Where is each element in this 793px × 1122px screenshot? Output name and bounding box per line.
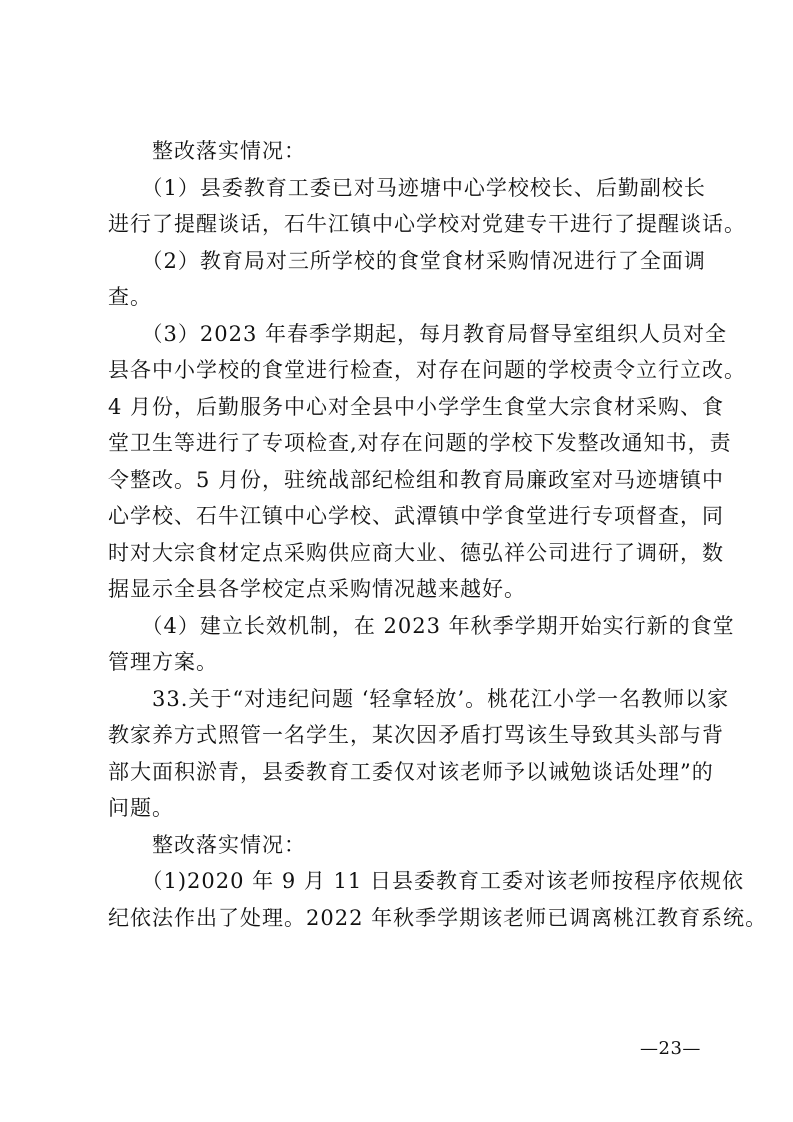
text-line: （3）2023 年春季学期起，每月教育局督导室组织人员对全 (108, 321, 727, 346)
text-line: （4）建立长效机制，在 2023 年秋季学期开始实行新的食堂 (108, 613, 735, 638)
text-line: 教家养方式照管一名学生，某次因矛盾打骂该生导致其头部与背 (108, 723, 724, 747)
text-line: 管理方案。 (108, 650, 218, 674)
paragraph-heading-rectification-1 (108, 133, 708, 170)
paragraph-issue-33 (108, 681, 730, 827)
text-line: 部大面积淤青，县委教育工委仅对该老师予以诫勉谈话处理”的 (108, 759, 714, 784)
text-line: 4 月份，后勤服务中心对全县中小学学生食堂大宗食材采购、食 (108, 394, 725, 419)
text-line: 进行了提醒谈话，石牛江镇中心学校对党建专干进行了提醒谈话。 (108, 212, 746, 236)
text-line: 问题。 (108, 796, 174, 820)
text-line: 整改落实情况： (108, 139, 306, 163)
paragraph-item-33-1 (108, 863, 768, 936)
text-line: 县各中小学校的食堂进行检查，对存在问题的学校责令立行立改。 (108, 358, 746, 382)
text-line: （1）县委教育工委已对马迹塘中心学校校长、后勤副校长 (108, 175, 706, 200)
text-line: 整改落实情况： (108, 832, 306, 857)
text-line: 时对大宗食材定点采购供应商大业、德弘祥公司进行了调研，数 (108, 540, 724, 565)
paragraph-item-2 (108, 243, 708, 316)
page-number: —23— (640, 1038, 701, 1059)
text-line: 堂卫生等进行了专项检查,对存在问题的学校下发整改通知书，责 (108, 431, 732, 455)
paragraph-heading-rectification-2 (108, 827, 708, 864)
text-line: 纪依法作出了处理。2022 年秋季学期该老师已调离桃江教育系统。 (108, 905, 768, 930)
text-line: 查。 (108, 285, 152, 309)
paragraph-item-3 (108, 316, 746, 608)
text-line: （1)2020 年 9 月 11 日县委教育工委对该老师按程序依规依 (108, 869, 744, 893)
text-line: （2）教育局对三所学校的食堂食材采购情况进行了全面调 (108, 248, 706, 273)
text-line: 33.关于“对违纪问题 ‘轻拿轻放’。桃花江小学一名教师以家 (108, 686, 730, 711)
paragraph-item-1 (108, 170, 746, 243)
text-line: 据显示全县各学校定点采购情况越来越好。 (108, 577, 526, 601)
document-body (108, 133, 768, 936)
paragraph-item-4 (108, 608, 735, 681)
text-line: 令整改。5 月份，驻统战部纪检组和教育局廉政室对马迹塘镇中 (108, 467, 725, 492)
text-line: 心学校、石牛江镇中心学校、武潭镇中学食堂进行专项督查，同 (108, 504, 724, 528)
